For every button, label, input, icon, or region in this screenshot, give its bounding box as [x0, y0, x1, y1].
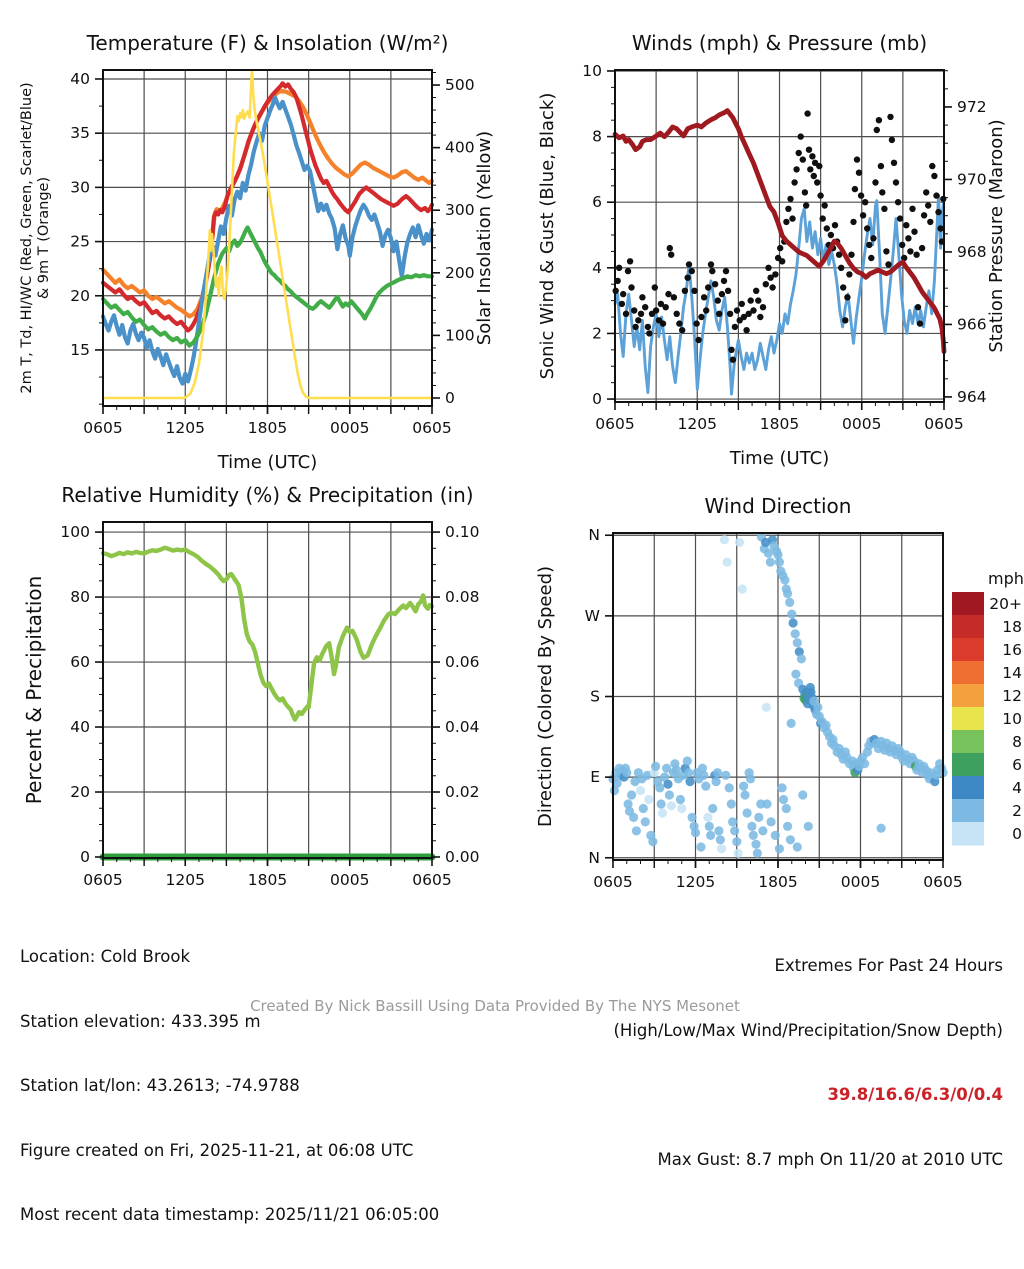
svg-text:N: N	[588, 526, 600, 545]
svg-text:1205: 1205	[165, 419, 205, 437]
svg-text:0: 0	[1012, 825, 1022, 843]
svg-text:0605: 0605	[924, 415, 964, 433]
chart-wdir	[535, 494, 963, 891]
svg-text:40: 40	[70, 718, 90, 737]
svg-text:1805: 1805	[758, 873, 798, 891]
svg-text:0605: 0605	[593, 873, 633, 891]
svg-text:100: 100	[60, 523, 90, 542]
svg-text:0005: 0005	[842, 415, 882, 433]
extremes-info	[613, 912, 1003, 1213]
svg-text:W: W	[584, 606, 600, 625]
svg-text:10: 10	[1002, 710, 1022, 728]
svg-text:500: 500	[445, 76, 475, 95]
svg-text:15: 15	[70, 340, 90, 359]
svg-text:14: 14	[1002, 664, 1022, 682]
svg-text:20: 20	[70, 783, 90, 802]
svg-text:Time (UTC): Time (UTC)	[729, 448, 830, 469]
svg-text:& 9m T (Orange): & 9m T (Orange)	[36, 176, 52, 300]
svg-text:0.00: 0.00	[445, 847, 480, 866]
svg-text:S: S	[590, 687, 600, 706]
chart-winds	[537, 31, 1007, 469]
svg-text:1805: 1805	[759, 415, 800, 433]
svg-text:0: 0	[592, 390, 602, 409]
svg-text:1205: 1205	[675, 873, 716, 891]
svg-text:0005: 0005	[840, 873, 881, 891]
svg-text:20: 20	[70, 286, 90, 305]
extremes-values: 39.8/16.6/6.3/0/0.4	[827, 1085, 1003, 1104]
max-gust: Max Gust: 8.7 mph On 11/20 at 2010 UTC	[657, 1149, 1003, 1169]
svg-text:970: 970	[957, 170, 987, 189]
station-elevation: Station elevation: 433.395 m	[20, 1011, 261, 1031]
svg-text:18: 18	[1002, 618, 1022, 636]
svg-text:0: 0	[80, 847, 90, 866]
svg-text:35: 35	[70, 124, 90, 143]
svg-text:1205: 1205	[165, 871, 205, 889]
svg-text:Sonic Wind & Gust (Blue, Black: Sonic Wind & Gust (Blue, Black)	[537, 92, 558, 380]
svg-text:0605: 0605	[412, 871, 452, 889]
svg-text:Relative Humidity (%) & Precip: Relative Humidity (%) & Precipitation (in)	[61, 483, 474, 507]
svg-text:964: 964	[957, 387, 987, 406]
svg-text:0605: 0605	[595, 415, 635, 433]
svg-text:4: 4	[1012, 779, 1022, 797]
svg-text:25: 25	[70, 232, 90, 251]
station-location: Location: Cold Brook	[20, 947, 190, 966]
svg-text:200: 200	[445, 263, 475, 282]
chart-temp	[19, 31, 495, 473]
extremes-subtitle: (High/Low/Max Wind/Precipitation/Snow Depth)	[613, 1020, 1003, 1040]
svg-text:0605: 0605	[412, 419, 452, 437]
svg-text:2: 2	[592, 324, 602, 343]
svg-text:mph: mph	[988, 569, 1024, 588]
svg-text:10: 10	[582, 61, 602, 80]
svg-text:966: 966	[957, 315, 987, 334]
svg-text:16: 16	[1002, 641, 1022, 659]
extremes-title: Extremes For Past 24 Hours	[774, 956, 1003, 975]
svg-text:300: 300	[445, 201, 475, 220]
svg-text:Wind Direction: Wind Direction	[704, 494, 852, 518]
svg-text:Winds (mph) & Pressure (mb): Winds (mph) & Pressure (mb)	[631, 31, 928, 55]
attribution-text: Created By Nick Bassill Using Data Provided By The NYS Mesonet	[250, 997, 740, 1015]
svg-text:0.08: 0.08	[445, 588, 480, 607]
svg-text:Station Pressure (Maroon): Station Pressure (Maroon)	[986, 119, 1007, 353]
svg-text:Percent & Precipitation: Percent & Precipitation	[22, 575, 46, 805]
svg-text:20+: 20+	[989, 595, 1022, 613]
svg-text:40: 40	[70, 69, 90, 88]
svg-text:8: 8	[1012, 733, 1022, 751]
svg-text:4: 4	[592, 258, 602, 277]
svg-text:400: 400	[445, 138, 475, 157]
svg-text:30: 30	[70, 178, 90, 197]
svg-text:972: 972	[957, 97, 987, 116]
svg-text:0.02: 0.02	[445, 783, 480, 802]
svg-text:Direction (Colored By Speed): Direction (Colored By Speed)	[535, 565, 556, 828]
svg-text:8: 8	[592, 127, 602, 146]
svg-text:0.04: 0.04	[445, 718, 480, 737]
svg-text:60: 60	[70, 653, 90, 672]
svg-text:12: 12	[1002, 687, 1022, 705]
svg-text:1805: 1805	[247, 871, 288, 889]
svg-text:2m T, Td, HI/WC (Red, Green, S: 2m T, Td, HI/WC (Red, Green, Scarlet/Blue)	[19, 82, 35, 394]
data-timestamp: Most recent data timestamp: 2025/11/21 06:05:00	[20, 1205, 440, 1224]
svg-text:0.06: 0.06	[445, 653, 480, 672]
svg-text:968: 968	[957, 242, 987, 261]
svg-text:2: 2	[1012, 802, 1022, 820]
svg-text:100: 100	[445, 326, 475, 345]
svg-text:0.10: 0.10	[445, 523, 480, 542]
svg-text:0605: 0605	[923, 873, 963, 891]
svg-text:1805: 1805	[247, 419, 288, 437]
speed-colorbar	[952, 569, 1024, 846]
svg-text:Solar Insolation (Yellow): Solar Insolation (Yellow)	[474, 130, 495, 346]
svg-text:N: N	[588, 848, 600, 867]
svg-text:1205: 1205	[677, 415, 717, 433]
station-info	[20, 903, 439, 1269]
svg-text:Temperature (F) & Insolation (: Temperature (F) & Insolation (W/m²)	[86, 31, 449, 55]
svg-text:6: 6	[592, 193, 602, 212]
svg-text:0005: 0005	[330, 871, 370, 889]
svg-text:0005: 0005	[330, 419, 370, 437]
station-latlon: Station lat/lon: 43.2613; -74.9788	[20, 1076, 300, 1095]
svg-text:E: E	[590, 768, 600, 787]
svg-text:6: 6	[1012, 756, 1022, 774]
svg-text:80: 80	[70, 588, 90, 607]
svg-text:Time (UTC): Time (UTC)	[217, 452, 318, 473]
svg-text:0: 0	[445, 388, 455, 407]
figure-created: Figure created on Fri, 2025-11-21, at 06:08 UTC	[20, 1140, 414, 1160]
svg-text:0605: 0605	[83, 871, 123, 889]
svg-text:0605: 0605	[83, 419, 123, 437]
chart-rh	[22, 483, 480, 889]
